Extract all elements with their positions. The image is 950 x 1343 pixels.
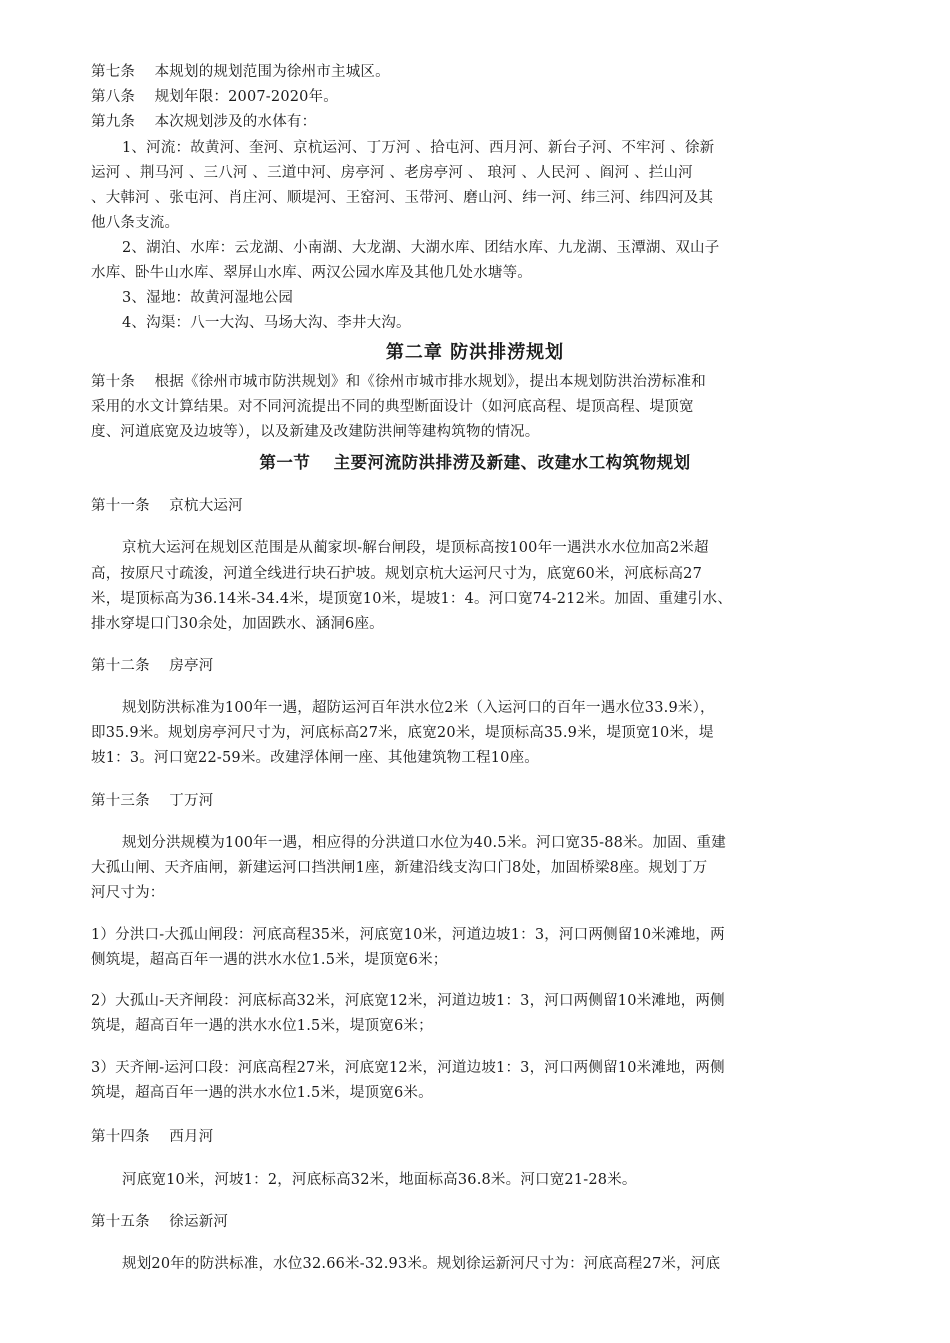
water-bodies-line: 运河 、荆马河 、三八河 、三道中河、房亭河 、老房亭河 、 琅河 、人民河 、阎河 、拦山河 <box>91 165 693 181</box>
article-12-line: 坡1：3。河口宽22-59米。改建浮体闸一座、其他建筑物工程10座。 <box>91 750 539 766</box>
article-9: 第九条 本次规划涉及的水体有： <box>91 114 317 130</box>
article-11-line: 高，按原尺寸疏浚，河道全线进行块石护坡。规划京杭大运河尺寸为，底宽60米，河底标高27 <box>91 566 702 582</box>
water-bodies-line: 4、沟渠：八一大沟、马场大沟、李井大沟。 <box>122 315 411 331</box>
article-11-heading: 第十一条 京杭大运河 <box>91 498 243 514</box>
article-7: 第七条 本规划的规划范围为徐州市主城区。 <box>91 64 390 80</box>
article-13-item-3: 3）天齐闸-运河口段：河底高程27米，河底宽12米，河道边坡1：3，河口两侧留10米滩地，两侧 <box>91 1060 725 1076</box>
article-13-line: 大孤山闸、天齐庙闸，新建运河口挡洪闸1座，新建沿线支沟口门8处，加固桥梁8座。规划丁万 <box>91 860 708 876</box>
article-15-line: 规划20年的防洪标准，水位32.66米-32.93米。规划徐运新河尺寸为：河底高程27米，河底 <box>122 1256 721 1272</box>
article-13-heading: 第十三条 丁万河 <box>91 793 214 809</box>
article-15-heading: 第十五条 徐运新河 <box>91 1214 229 1230</box>
article-12-line: 规划防洪标准为100年一遇，超防运河百年洪水位2米（入运河口的百年一遇水位33.9米）， <box>122 700 715 716</box>
article-14-line: 河底宽10米，河坡1：2，河底标高32米，地面标高36.8米。河口宽21-28米。 <box>122 1172 637 1188</box>
section-title: 第一节 主要河流防洪排涝及新建、改建水工构筑物规划 <box>259 453 691 472</box>
article-13-item-1: 侧筑堤，超高百年一遇的洪水水位1.5米，堤顶宽6米； <box>91 952 448 968</box>
article-14-heading: 第十四条 西月河 <box>91 1129 214 1145</box>
article-13-item-2: 2）大孤山-天齐闸段：河底标高32米，河底宽12米，河道边坡1：3，河口两侧留10米滩地，两侧 <box>91 993 725 1009</box>
article-13-line: 规划分洪规模为100年一遇，相应得的分洪道口水位为40.5米。河口宽35-88米。加固、重建 <box>122 835 726 851</box>
water-bodies-line: 1、河流：故黄河、奎河、京杭运河、丁万河 、拾屯河、西月河、新台子河、不牢河 、徐新 <box>122 140 715 156</box>
water-bodies-line: 水库、卧牛山水库、翠屏山水库、两汉公园水库及其他几处水塘等。 <box>91 265 532 281</box>
article-13-item-3: 筑堤，超高百年一遇的洪水水位1.5米，堤顶宽6米。 <box>91 1085 433 1101</box>
article-10-line: 第十条 根据《徐州市城市防洪规划》和《徐州市城市排水规划》，提出本规划防洪治涝标准和 <box>91 374 706 390</box>
article-12-heading: 第十二条 房亭河 <box>91 658 214 674</box>
water-bodies-line: 他八条支流。 <box>91 215 180 231</box>
water-bodies-line: 3、湿地：故黄河湿地公园 <box>122 290 294 306</box>
article-12-line: 即35.9米。规划房亭河尺寸为，河底标高27米，底宽20米，堤顶标高35.9米，堤顶宽10米，堤 <box>91 725 714 741</box>
article-11-line: 米，堤顶标高为36.14米-34.4米，堤顶宽10米，堤坡1：4。河口宽74-212米。加固、重建引水、 <box>91 591 733 607</box>
article-13-line: 河尺寸为： <box>91 885 165 901</box>
water-bodies-line: 2、湖泊、水库：云龙湖、小南湖、大龙湖、大湖水库、团结水库、九龙湖、玉潭湖、双山子 <box>122 240 720 256</box>
article-8: 第八条 规划年限：2007-2020年。 <box>91 89 339 105</box>
water-bodies-line: 、大韩河 、张屯河、肖庄河、顺堤河、王窑河、玉带河、磨山河、纬一河、纬三河、纬四河及其 <box>91 190 714 206</box>
article-13-item-2: 筑堤，超高百年一遇的洪水水位1.5米，堤顶宽6米； <box>91 1018 433 1034</box>
article-11-line: 排水穿堤口门30余处，加固跌水、涵洞6座。 <box>91 616 384 632</box>
article-10-line: 度、河道底宽及边坡等），以及新建及改建防洪闸等建构筑物的情况。 <box>91 424 540 440</box>
article-13-item-1: 1）分洪口-大孤山闸段：河底高程35米，河底宽10米，河道边坡1：3，河口两侧留10米滩地，两 <box>91 927 725 943</box>
article-11-line: 京杭大运河在规划区范围是从蔺家坝-解台闸段，堤顶标高按100年一遇洪水水位加高2米超 <box>122 540 709 556</box>
article-10-line: 采用的水文计算结果。对不同河流提出不同的典型断面设计（如河底高程、堤顶高程、堤顶宽 <box>91 399 694 415</box>
chapter-title: 第二章 防洪排涝规划 <box>385 342 565 363</box>
